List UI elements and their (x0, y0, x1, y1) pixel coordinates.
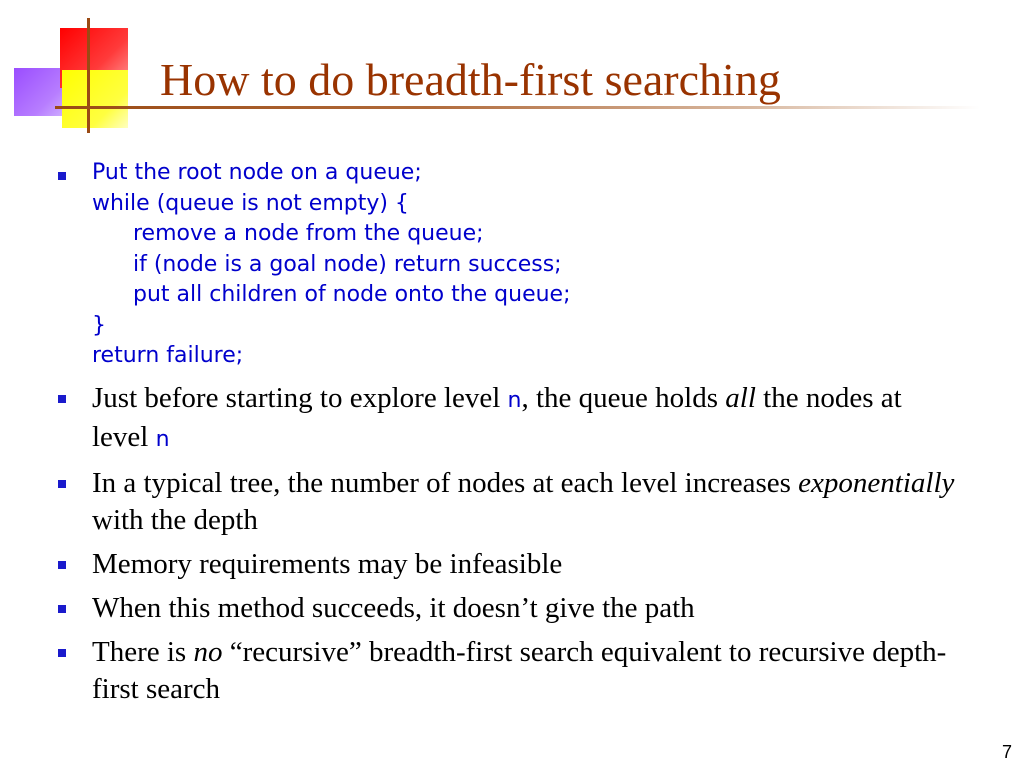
bullet-text: When this method succeeds, it doesn’t give the path (92, 591, 695, 624)
bullet-marker (58, 172, 66, 180)
code-line: return failure; (92, 343, 244, 368)
bullet-text: Just before starting to explore level (92, 381, 508, 414)
bullet-marker (58, 561, 66, 569)
bullet-text: with the depth (92, 503, 258, 536)
bullet-text: the nodes at level (92, 381, 902, 453)
logo-vertical-line (87, 18, 90, 133)
bullet-marker (58, 605, 66, 613)
emphasis-text: all (725, 381, 756, 414)
bullet-exponential-growth (58, 465, 958, 539)
slide-title: How to do breadth-first searching (160, 54, 781, 105)
bullet-no-path (58, 590, 958, 627)
code-line: if (node is a goal node) return success; (133, 251, 562, 277)
bullet-memory (58, 546, 958, 583)
bullet-text: In a typical tree, the number of nodes at each level increases (92, 466, 799, 499)
page-number: 7 (1001, 742, 1012, 762)
bullet-pseudocode (58, 158, 958, 372)
bullet-text: Memory requirements may be infeasible (92, 547, 563, 580)
bullet-text: “recursive” breadth-first search equivalent to recursive depth-first search (92, 635, 947, 705)
code-line: remove a node from the queue; (133, 221, 484, 246)
bullet-marker (58, 480, 66, 488)
logo-yellow-square (62, 70, 128, 128)
emphasis-text: exponentially (798, 466, 955, 499)
code-line: Put the root node on a queue; (92, 160, 422, 185)
code-line: put all children of node onto the queue; (133, 282, 571, 307)
bullet-marker (58, 649, 66, 657)
slide-logo (0, 0, 140, 140)
slide-body (58, 158, 958, 708)
level-variable: n (507, 387, 522, 413)
bullet-marker (58, 395, 66, 403)
emphasis-text: no (193, 635, 223, 668)
bullet-queue-level (58, 380, 958, 458)
level-variable: n (155, 426, 170, 452)
code-line: } (92, 312, 106, 338)
bullet-text: There is (92, 635, 194, 668)
code-line: while (queue is not empty) { (92, 190, 409, 216)
bullet-no-recursive (58, 634, 958, 708)
bullet-text: , the queue holds (521, 381, 726, 414)
